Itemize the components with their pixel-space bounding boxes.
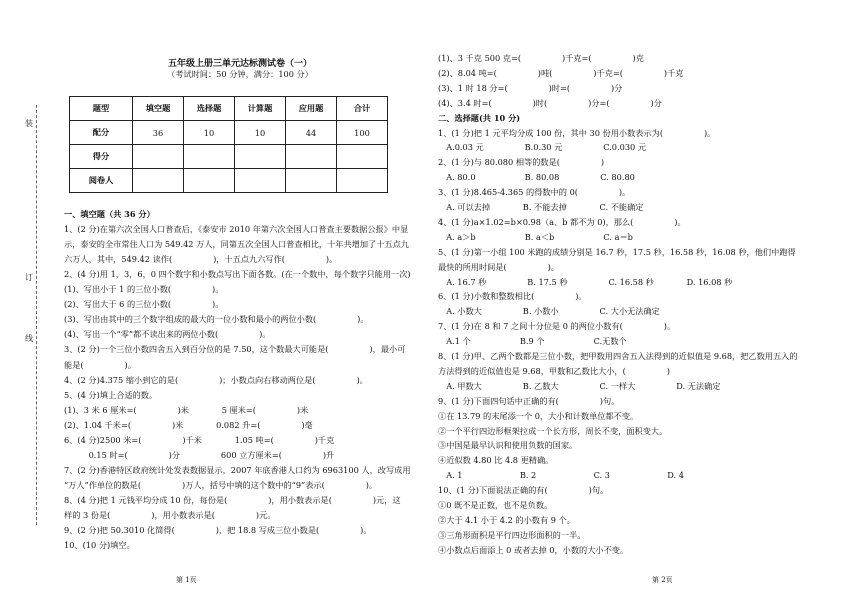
table-cell	[235, 169, 286, 193]
question-line: ①在 13.79 的末尾添一个 0，大小和计数单位都不变。	[438, 410, 639, 421]
table-header-cell: 选择题	[184, 97, 235, 121]
question-line: 3、(1 分)8.465-4.365 的得数中的 0( )。	[438, 187, 631, 198]
table-cell: 配分	[70, 121, 133, 145]
question-line: (1)、3 千克 500 克=( )千克=( )克	[438, 53, 644, 63]
table-header-cell: 题型	[70, 97, 133, 121]
table-header-cell: 合计	[337, 97, 388, 121]
question-line: (3)、1 时 18 分=( )时=( )分	[438, 82, 623, 93]
question-line: 方法得到的近似值也是 9.68，甲数和乙数比大小，( )	[438, 365, 670, 376]
question-line: 示，泰安的全市常住人口为 549.42 万人，同第五次全国人口普查相比，十年共增加了十五点九	[64, 239, 409, 250]
page-number: 第 1页	[176, 576, 197, 584]
table-cell	[184, 169, 235, 193]
table-row	[70, 121, 388, 145]
question-line: A. 80.0 B. 80.08 C. 80.80	[438, 172, 635, 183]
question-line: ③中国是最早认识和使用负数的国家。	[438, 440, 578, 451]
question-line: (2)、写出大于 6 的三位小数( )。	[64, 299, 224, 310]
question-line: (3)、写出由其中的三个数字组成的最大的一位小数和最小的两位小数( )。	[64, 314, 369, 325]
binding-mark: 订	[25, 273, 33, 282]
table-row	[70, 145, 388, 169]
question-line: 1、(1 分)把 1 元平均分成 100 份，其中 30 份用小数表示为( )。	[438, 127, 716, 138]
table-cell	[133, 169, 184, 193]
table-cell: 44	[286, 121, 337, 145]
question-line: A. a＞b B. a＜b C. a＝b	[438, 231, 633, 242]
question-line: ②一个平行四边形框架拉成一个长方形，周长不变，面积变大。	[438, 425, 668, 436]
question-line: 4、(1 分)a×1.02=b×0.98（a、b 都不为 0)，那么( )。	[438, 216, 686, 227]
question-line: 2、(4 分)用 1，3，6，0 四个数字和小数点写出下面各数。(在一个数中，每个数字只能用一次)	[64, 269, 411, 280]
question-line: 10、(1 分)下面说法正确的有( )句。	[438, 485, 609, 496]
question-line: 1、(2 分)在第六次全国人口普查后，《泰安市 2010 年第六次全国人口普查主要数据公报》中显	[64, 224, 409, 235]
section-heading: 一、填空题（共 36 分）	[64, 209, 155, 219]
table-cell: 得分	[70, 145, 133, 169]
question-line: 8、(4 分)把 1 元钱平均分成 10 份，每份是( )，用小数表示是( )元，这	[64, 494, 401, 505]
question-line: 能是( )。	[64, 359, 136, 370]
table-header-cell: 填空题	[133, 97, 184, 121]
question-line: A. 甲数大 B. 乙数大 C. 一样大 D. 无法确定	[438, 380, 721, 391]
table-cell	[184, 145, 235, 169]
question-line: A. 可以去掉 B. 不能去掉 C. 不能确定	[438, 202, 644, 212]
table-cell	[235, 145, 286, 169]
exam-title: 五年级上册三单元达标测试卷（一）	[167, 59, 312, 69]
section-heading: 二、选择题(共 10 分)	[438, 112, 521, 123]
question-line: A.0.03 元 B.0.30 元 C.0.030 元	[438, 142, 647, 153]
table-cell	[337, 145, 388, 169]
question-line: “万人”作单位的数是( )万人，括号中填的这个数中的“9”表示( )。	[64, 479, 378, 490]
question-line: 9、(2 分)把 50.3010 化简得( )，把 18.8 写成三位小数是( )。	[64, 525, 372, 536]
question-line: 9、(1 分)下面四句话中正确的有( )句。	[438, 395, 620, 406]
question-line: 5、(4 分)填上合适的数。	[64, 389, 158, 400]
question-line: ④小数点后面添上 0 或者去掉 0，小数的大小不变。	[438, 544, 629, 555]
question-line: ④近似数 4.80 比 4.8 更精确。	[438, 455, 554, 466]
page-right	[430, 0, 860, 608]
table-header-cell: 计算题	[235, 97, 286, 121]
page-number: 第 2页	[652, 576, 673, 584]
question-line: (4)、3.4 时=( )时( )分=( )分	[438, 97, 662, 108]
table-header-cell: 应用题	[286, 97, 337, 121]
question-line: A. 小数大 B. 小数小 C. 大小无法确定	[438, 306, 660, 317]
question-line: A. 16.7 秒 B. 17.5 秒 C. 16.58 秒 D. 16.08 秒	[438, 276, 733, 287]
question-line: 7、(1 分)在 8 和 7 之间十分位是 0 的两位小数有( )。	[438, 321, 676, 332]
question-line: 5、(1 分)第一小组 100 米跑的成绩分别是 16.7 秒，17.5 秒，16.58 秒，16.08 秒，他们中跑得	[438, 246, 796, 257]
question-line: (2)、8.04 吨=( )吨( )千克=( )千克	[438, 67, 684, 78]
table-cell	[337, 169, 388, 193]
question-line: (4)、写出一个“零”都不读出来的两位小数( )。	[64, 329, 271, 340]
binding-line	[36, 105, 37, 525]
binding-mark: 装	[25, 119, 33, 128]
question-line: 6、(1 分)小数和整数相比( )。	[438, 291, 587, 302]
question-line: 0.15 时=( )分 600 立方厘米=( )升	[64, 449, 335, 460]
table-cell: 36	[133, 121, 184, 145]
question-line: ②大于 4.1 小于 4.2 的小数有 9 个。	[438, 514, 575, 525]
question-line: (2)、1.04 千米=( )米 0.082 升=( )毫	[64, 419, 313, 430]
table-cell: 10	[235, 121, 286, 145]
table-header-row	[70, 97, 388, 121]
table-cell	[133, 145, 184, 169]
question-line: (1)、写出小于 1 的三位小数( )。	[64, 284, 224, 295]
question-line: A. 1 B. 2 C. 3 D. 4	[438, 470, 684, 481]
question-line: 4、(2 分)4.375 缩小到它的是( )；小数点向右移动两位是( )。	[64, 374, 368, 385]
score-table	[69, 96, 388, 193]
question-line: 6、(4 分)2500 米=( )千米 1.05 吨=( )千克	[64, 434, 335, 445]
question-line: (1)、3 米 6 厘米=( )米 5 厘米=( )米	[64, 404, 309, 415]
question-line: 8、(1 分)甲、乙两个数都是三位小数，把甲数用四舍五入法得到的近似值是 9.68，把乙数用五入的	[438, 351, 798, 361]
table-cell	[286, 169, 337, 193]
question-line: A.1 个 B.9 个 C.无数个	[438, 336, 627, 347]
table-cell: 阅卷人	[70, 169, 133, 193]
table-cell	[286, 145, 337, 169]
question-line: 样的 3 份是( )，用小数表示是( )元。	[64, 510, 276, 520]
question-line: ①0 既不是正数，也不是负数。	[438, 500, 553, 510]
table-cell: 100	[337, 121, 388, 145]
question-line: 10、(10 分)填空。	[64, 540, 135, 551]
table-row	[70, 169, 388, 193]
exam-subtitle: （考试时间：50 分钟，满分：100 分）	[167, 69, 313, 79]
question-line: ③三角形面积是平行四边形面积的一半。	[438, 529, 586, 540]
question-line: 7、(2 分)香港特区政府统计处发表数据显示，2007 年底香港人口约为 6963100 人，改写成用	[64, 464, 411, 475]
question-line: 2、(1 分)与 80.080 相等的数是( )	[438, 157, 605, 168]
question-line: 六万人，其中，549.42 读作( )，十五点九六写作( )。	[64, 254, 338, 265]
question-line: 3、(2 分)一个三位小数四舍五入到百分位的是 7.50，这个数最大可能是( )，最小可	[64, 344, 406, 355]
question-line: 最快的所用时间是( )。	[438, 261, 560, 272]
binding-mark: 线	[25, 334, 33, 343]
table-cell: 10	[184, 121, 235, 145]
